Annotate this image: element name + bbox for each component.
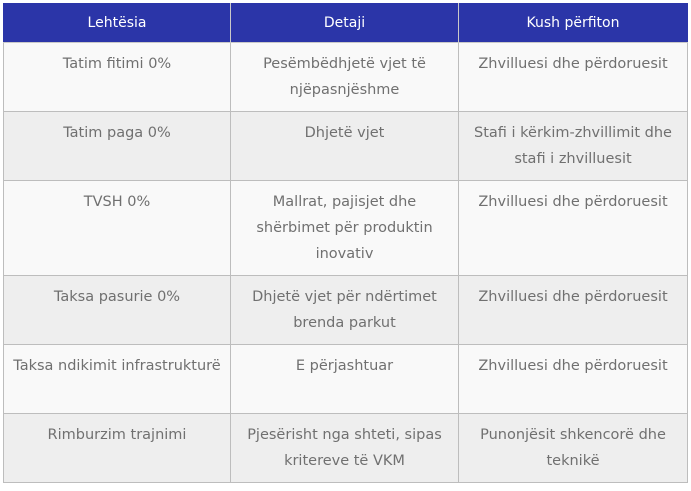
cell-kush-perfiton: Zhvilluesi dhe përdoruesit [459, 181, 688, 276]
cell-lehtesia: TVSH 0% [4, 181, 231, 276]
cell-kush-perfiton: Stafi i kërkim-zhvillimit dhe stafi i zhvilluesit [459, 112, 688, 181]
cell-lehtesia: Taksa ndikimit infrastrukturë [4, 345, 231, 414]
cell-detaji: Dhjetë vjet [231, 112, 459, 181]
cell-kush-perfiton: Punonjësit shkencorë dhe teknikë [459, 414, 688, 483]
cell-lehtesia: Tatim fitimi 0% [4, 43, 231, 112]
header-lehtesia: Lehtësia [4, 4, 231, 43]
table-row [4, 276, 688, 345]
cell-detaji: Pesëmbëdhjetë vjet të njëpasnjëshme [231, 43, 459, 112]
cell-lehtesia: Tatim paga 0% [4, 112, 231, 181]
header-kush-perfiton: Kush përfiton [459, 4, 688, 43]
table-row [4, 43, 688, 112]
table-row [4, 345, 688, 414]
table-row [4, 112, 688, 181]
table-row [4, 414, 688, 483]
cell-detaji: E përjashtuar [231, 345, 459, 414]
table-body [4, 43, 688, 483]
header-row [4, 4, 688, 43]
cell-detaji: Pjesërisht nga shteti, sipas kritereve të VKM [231, 414, 459, 483]
table-header [4, 4, 688, 43]
header-detaji: Detaji [231, 4, 459, 43]
incentives-table-container [3, 3, 687, 483]
cell-detaji: Dhjetë vjet për ndërtimet brenda parkut [231, 276, 459, 345]
cell-kush-perfiton: Zhvilluesi dhe përdoruesit [459, 345, 688, 414]
cell-lehtesia: Taksa pasurie 0% [4, 276, 231, 345]
cell-kush-perfiton: Zhvilluesi dhe përdoruesit [459, 276, 688, 345]
cell-detaji: Mallrat, pajisjet dhe shërbimet për produktin inovativ [231, 181, 459, 276]
cell-lehtesia: Rimburzim trajnimi [4, 414, 231, 483]
incentives-table [3, 3, 688, 483]
table-row [4, 181, 688, 276]
cell-kush-perfiton: Zhvilluesi dhe përdoruesit [459, 43, 688, 112]
